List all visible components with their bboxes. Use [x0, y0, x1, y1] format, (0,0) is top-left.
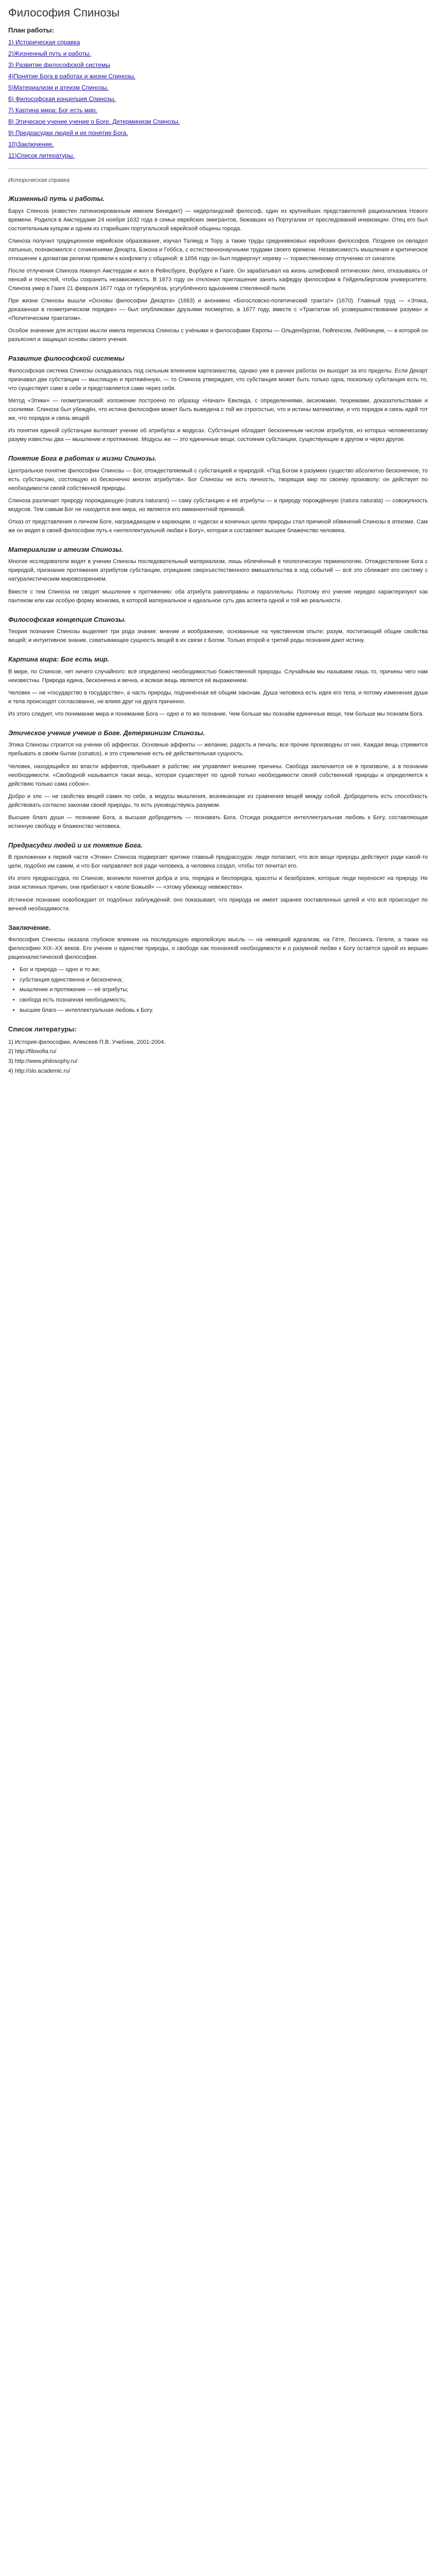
paragraph: В мире, по Спинозе, нет ничего случайного: всё определено необходимостью божественной природы. Случайным мы называем лишь то, причины чего нам неизвестны. Природа едина, бесконечна и вечна, и всякая вещь является её выражением.: [8, 668, 428, 684]
toc-item: [8, 93, 428, 105]
toc-item: [8, 116, 428, 127]
references-heading: Список литературы:: [8, 1025, 77, 1033]
paragraph: Истинное познание освобождает от подобных заблуждений: оно показывает, что природа не имеет заранее поставленных целей и что всё происходит по вечной необходимости.: [8, 896, 428, 912]
reference-item: 2) http://filosofia.ru/: [8, 1048, 57, 1055]
toc-link[interactable]: 9) Предрасудки людей и их понятие Бога.: [8, 129, 128, 137]
paragraph: Метод «Этики» — геометрический: изложение построено по образцу «Начал» Евклида, с определениями, аксиомами, теоремами, доказательствами и схолиями. Спиноза был убеждён, что истина философии может быть выведена с той же строгостью, что и истины математики, и что порядок и связь идей тот же, что порядок и связь вещей.: [8, 397, 428, 421]
toc-heading: План работы:: [8, 26, 54, 34]
reference-item: 1) История философии, Алексеев П.В. Учебник, 2001-2004.: [8, 1039, 166, 1045]
section-heading: Развитие философской системы: [8, 354, 125, 363]
bullet-item: • свобода есть познанная необходимость;: [20, 996, 428, 1005]
divider: [8, 168, 428, 169]
bullet-item: • высшее благо — интеллектуальная любовь к Богу.: [20, 1006, 428, 1015]
paragraph: Человек — не «государство в государстве», а часть природы, подчинённая её общим законам. Душа человека есть идея его тела, и потому изменения души и тела происходят согласованно, не влияя друг на друга причинно.: [8, 689, 428, 705]
section-heading: Картина мира: Бог есть мир.: [8, 655, 110, 664]
toc-item: [8, 48, 428, 59]
paragraph: Человек, находящийся во власти аффектов, пребывает в рабстве: им управляют внешние причины. Свобода заключается не в произволе, а в познании необходимости. «Свободной называется такая вещь, которая существует по одной только необходимости своей собственной природы и определяется к действию только сама собою».: [8, 763, 428, 787]
paragraph: Из этого предрассудка, по Спинозе, возникли понятия добра и зла, порядка и беспорядка, красоты и безобразия, которые люди переносят на природу. Не зная истинных причин, они прибегают к «воле Божьей» — «этому убежищу невежества».: [8, 875, 428, 891]
paragraph: При жизни Спинозы вышли «Основы философии Декарта» (1663) и анонимно «Богословско-политический трактат» (1670). Главный труд — «Этика, доказанная в геометрическом порядке» — был опубликован друзьями посмертно, в 1677 году, вместе с «Трактатом об усовершенствовании разума» и «Политическим трактатом».: [8, 297, 428, 322]
section-heading: Понятие Бога в работах и жизни Спинозы.: [8, 454, 156, 463]
section-heading: Этическое учение учение о Боге. Детерминизм Спинозы.: [8, 728, 205, 737]
toc-link[interactable]: 2)Жизненный путь и работы.: [8, 49, 91, 57]
reference-item: 4) http://slo.academic.ru/: [8, 1067, 71, 1074]
toc-item: [8, 71, 428, 82]
bullet-item: • мышление и протяжение — её атрибуты;: [20, 986, 428, 995]
paragraph: Теория познания Спинозы выделяет три рода знания: мнение и воображение, основанные на чувственном опыте; разум, постигающий общие свойства вещей; и интуитивное знание, схватывающее сущность вещей в их связи с Богом. Только второй и третий роды познания дают истину.: [8, 629, 428, 644]
toc-link[interactable]: 1) Историческая справка: [8, 38, 80, 46]
toc-link[interactable]: 5)Материализм и атеизм Спинозы.: [8, 83, 109, 91]
toc-link[interactable]: 11)Список литературы.: [8, 151, 75, 159]
toc-link[interactable]: 8) Этическое учение учение о Боге. Детерминизм Спинозы.: [8, 117, 180, 125]
section-heading: Материализм и атеизм Спинозы.: [8, 545, 124, 553]
paragraph: Философская система Спинозы складывалась под сильным влиянием картезианства, однако уже в ранних работах он выходит за его пределы. Если Декарт признавал две субстанции — мыслящую и протяжённую, — то Спиноза утверждает, что субстанция может быть только одна, поскольку субстанция есть то, что существует само в себе и представляется само через себя.: [8, 367, 428, 392]
table-of-contents: [8, 37, 428, 161]
paragraph: Высшее благо души — познание Бога, а высшая добродетель — познавать Бога. Отсюда рождается интеллектуальная любовь к Богу, составляющая истинную свободу и блаженство человека.: [8, 814, 428, 829]
paragraph: Центральное понятие философии Спинозы — Бог, отождествляемый с субстанцией и природой. «Под Богом я разумею существо абсолютно бесконечное, то есть субстанцию, состоящую из бесконечно многих атрибутов». Бог Спинозы не есть личность, творящая мир по своему произволу: он действует по необходимости своей собственной природы.: [8, 467, 428, 492]
bullet-list: [20, 965, 428, 1015]
toc-item: [8, 82, 428, 93]
toc-item: [8, 127, 428, 139]
paragraph: Из этого следует, что понимание мира и понимание Бога — одно и то же познание. Чем больше мы познаём единичные вещи, тем больше мы познаём Бога.: [8, 710, 424, 717]
paragraph: Спиноза получил традиционное еврейское образование, изучал Талмуд и Тору, а также труды средневековых еврейских философов. Позднее он овладел латынью, познакомился с сочинениями Декарта, Бэкона и Гоббса, с естественнонаучными трудами своего времени. Независимость мышления и критическое отношение к догматам религии привели к конфликту с общиной: в 1656 году он был подвергнут херему — торжественному отлучению от синагоги.: [8, 238, 428, 262]
bullet-item: • субстанция единственна и бесконечна;: [20, 976, 428, 985]
toc-item: [8, 105, 428, 116]
document-page: [0, 0, 436, 1104]
section-kicker: Историческая справка: [8, 177, 70, 183]
document-body: [8, 194, 428, 1015]
toc-link[interactable]: 3) Развитие философской системы: [8, 61, 110, 69]
toc-item: [8, 59, 428, 71]
toc-link[interactable]: 4)Понятие Бога в работах и жизни Спинозы.: [8, 72, 136, 80]
paragraph: После отлучения Спиноза покинул Амстердам и жил в Рейнсбурге, Ворбурге и Гааге. Он зарабатывал на жизнь шлифовкой оптических линз, отказываясь от пенсий и почестей, чтобы сохранить независимость. В 1673 году он отклонил приглашение занять кафедру философии в Гейдельбергском университете. Спиноза умер в Гааге 21 февраля 1677 года от туберкулёза, усугублённого вдыханием стеклянной пыли.: [8, 267, 428, 292]
reference-item: 3) http://www.philosophy.ru/: [8, 1058, 78, 1065]
paragraph: В приложении к первой части «Этики» Спиноза подвергает критике главный предрассудок: люди полагают, что все вещи природы действуют ради какой-то цели, подобно им самим, и что Бог направляет всё ради человека, а человека создал, чтобы тот почитал его.: [8, 854, 428, 870]
bullet-item: • Бог и природа — одно и то же;: [20, 965, 428, 975]
paragraph: Философия Спинозы оказала глубокое влияние на последующую европейскую мысль — на немецкий идеализм, на Гёте, Лессинга, Гегеля, а также на философию XIX–XX веков. Его учение о единстве природы, о свободе как познанной необходимости и о разумной любви к Богу остаётся одной из вершин рационалистической философии.: [8, 937, 428, 961]
toc-link[interactable]: 7) Картина мира: Бог есть мир.: [8, 106, 97, 114]
toc-link[interactable]: 6) Философская концепция Спинозы.: [8, 95, 116, 103]
section-heading: Заключение.: [8, 923, 51, 931]
paragraph: Особое значение для истории мысли имела переписка Спинозы с учёными и философами Европы — Ольденбургом, Гюйгенсом, Лейбницем, — в которой он разъяснял и защищал основы своего учения.: [8, 328, 428, 343]
references-list: [8, 1038, 428, 1076]
paragraph: Отказ от представления о личном Боге, награждающем и карающем, о чудесах и конечных целях природы стал причиной обвинений Спинозы в атеизме. Сам же он видел в своей философии путь к «интеллектуальной любви к Богу», которая и составляет высшее блаженство человека.: [8, 518, 428, 534]
paragraph: Многие исследователи видят в учении Спинозы последовательный материализм, лишь облечённый в теологическую терминологию. Отождествление Бога с природой, признание протяжения атрибутом субстанции, отрицание сверхъестественного вмешательства в ход событий — всё это сближает его систему с натуралистическим мировоззрением.: [8, 558, 428, 583]
page-title: Философия Спинозы: [8, 6, 120, 19]
paragraph: Спиноза различает природу порождающую (natura naturans) — саму субстанцию и её атрибуты — и природу порождённую (natura naturata) — совокупность модусов. Тем самым Бог не находится вне мира, но является его имманентной причиной.: [8, 497, 428, 513]
paragraph: Добро и зло — не свойства вещей самих по себе, а модусы мышления, возникающие из сравнения вещей между собой. Добродетель есть способность действовать согласно законам своей природы, то есть руководствуясь разумом.: [8, 793, 428, 808]
toc-item: [8, 150, 428, 161]
section-heading: Жизненный путь и работы.: [8, 195, 105, 202]
toc-link[interactable]: 10)Заключение.: [8, 140, 54, 148]
paragraph: Вместе с тем Спиноза не сводит мышление к протяжению: оба атрибута равноправны и параллельны. Поэтому его учение нередко характеризуют как пантеизм или как особую форму монизма, в которой материальное и идеальное суть два аспекта одной и той же реальности.: [8, 588, 428, 604]
paragraph: Барух Спиноза (известен латинизированным именем Бенедикт) — нидерландский философ, один из крупнейших представителей рационализма Нового времени. Родился в Амстердаме 24 ноября 1632 года в семье еврейских эмигрантов, бежавших из Португалии от преследований инквизиции. Отец его был состоятельным купцом и одним из старейшин португальской еврейской общины города.: [8, 208, 428, 232]
toc-item: [8, 37, 428, 48]
toc-item: [8, 139, 428, 150]
paragraph: Этика Спинозы строится на учении об аффектах. Основные аффекты — желание, радость и печаль; все прочие производны от них. Каждая вещь стремится пребывать в своём бытии (conatus), и это стремление есть её действительная сущность.: [8, 742, 428, 757]
section-heading: Предрасудки людей и их понятие Бога.: [8, 841, 143, 849]
section-heading: Философская концепция Спинозы.: [8, 615, 126, 623]
paragraph: Из понятия единой субстанции вытекает учение об атрибутах и модусах. Субстанция обладает бесконечным числом атрибутов, из которых человеческому разуму известны два — мышление и протяжение. Модусы же — это единичные вещи, состояния субстанции, существующие в другом и через другое.: [8, 427, 428, 443]
